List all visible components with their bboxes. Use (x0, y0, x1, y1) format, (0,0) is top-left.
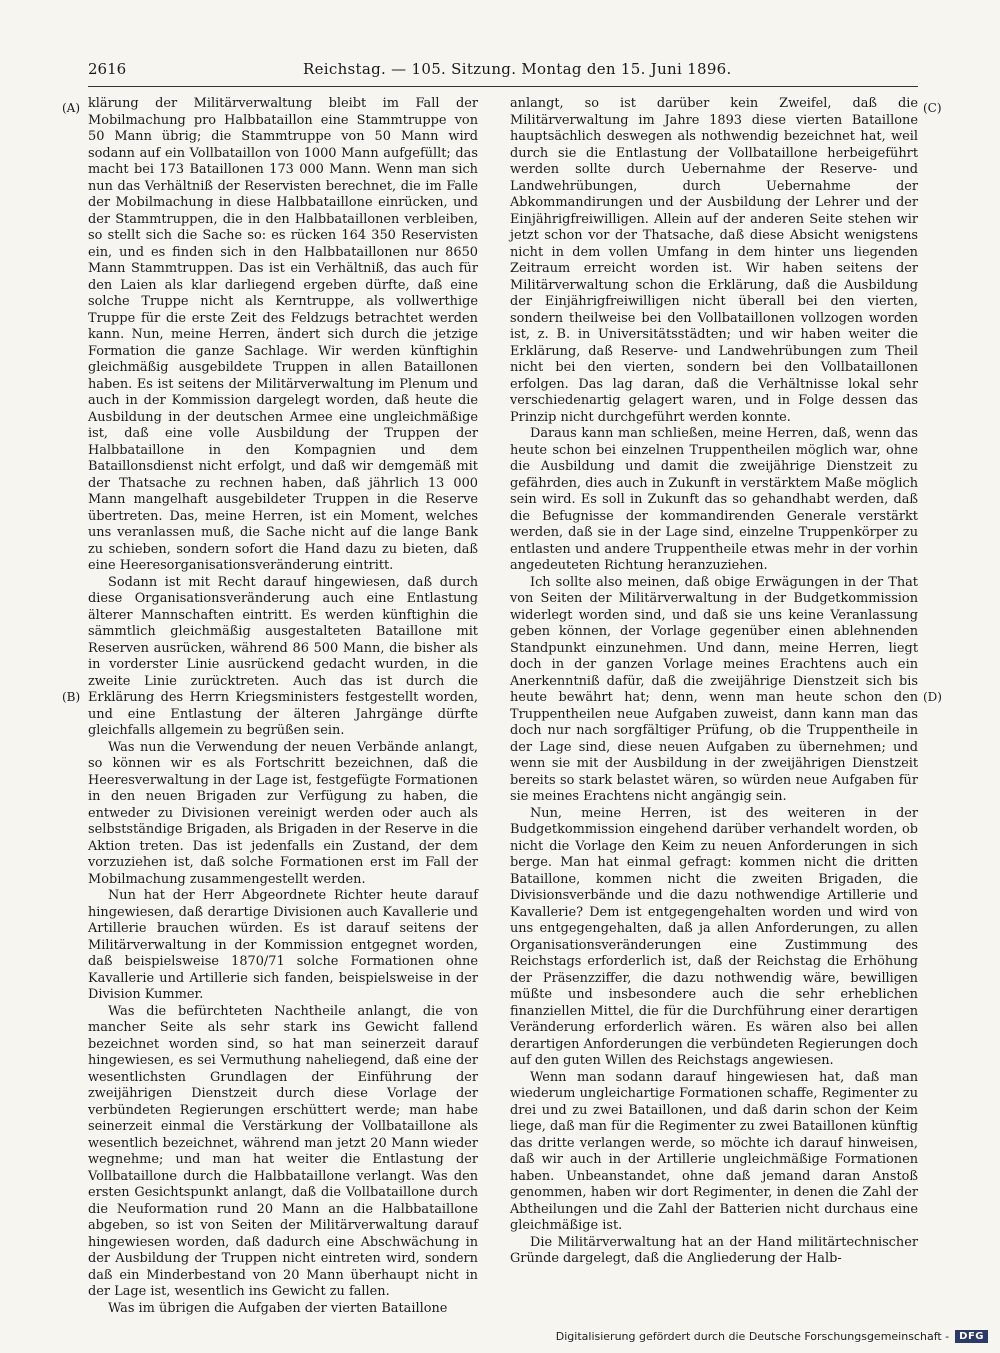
margin-mark-d: (D) (923, 690, 942, 704)
header-rule (88, 86, 918, 87)
page-header (88, 60, 918, 84)
paragraph: Nun, meine Herren, ist des weiteren in der Budgetkommission eingehend darüber verhandelt worden, ob nicht die Vorlage den Keim zu neuen Anforderungen in sich berge. Man hat einmal gefragt: kommen nicht die dritten Bataillone, kommen nicht die zweiten Brigaden, die Divisionsverbände und die dazu nothwendige Artillerie und Kavallerie? Dem ist entgegengehalten worden und wird von uns entgegengehalten, daß ja allen Anforderungen, zu allen Organisationsveränderungen eine Zustimmung des Reichstags erforderlich ist, daß der Reichstag die Erhöhung der Präsenzziffer, die dazu nothwendig wäre, bewilligen müßte und insbesondere auch die sehr erheblichen finanziellen Mittel, die für die Durchführung einer derartigen Veränderung erforderlich wären. Es wären also bei allen derartigen Anforderungen die verbündeten Regierungen doch auf den guten Willen des Reichstags angewiesen. (510, 805, 918, 1068)
margin-mark-b: (B) (62, 690, 81, 704)
right-column (510, 96, 918, 1268)
margin-mark-a: (A) (62, 101, 81, 115)
left-column (88, 96, 478, 1317)
paragraph: Daraus kann man schließen, meine Herren, daß, wenn das heute schon bei einzelnen Truppentheilen möglich war, ohne die Ausbildung und damit die zweijährige Dienstzeit zu gefährden, dies auch in Zukunft in verstärktem Maße möglich sein wird. Es soll in Zukunft das so gehandhabt werden, daß die Befugnisse der kommandirenden Generale verstärkt werden, daß sie in der Lage sind, einzelne Truppenkörper zu entlasten und andere Truppentheile etwas mehr in der vorhin angedeuteten Richtung heranzuziehen. (510, 426, 918, 573)
dfg-logo: DFG (955, 1330, 988, 1343)
paragraph: anlangt, so ist darüber kein Zweifel, daß die Militärverwaltung im Jahre 1893 diese vierten Bataillone hauptsächlich deswegen als nothwendig bezeichnet hat, weil durch sie die Entlastung der Vollbataillone herbeigeführt werden sollte durch Uebernahme der Reserve- und Landwehrübungen, durch Uebernahme der Abkommandirungen und der Ausbildung der Lehrer und der Einjährigfreiwilligen. Allein auf der anderen Seite stehen wir jetzt schon vor der Thatsache, daß diese Absicht wenigstens nicht in dem vollen Umfang in dem hinter uns liegenden Zeitraum erreicht worden ist. Wir haben seitens der Militärverwaltung schon die Erklärung, daß die Ausbildung der Einjährigfreiwilligen nicht überall bei den vierten, sondern theilweise bei den Vollbataillonen vollzogen worden ist, z. B. in Universitätsstädten; und wir haben weiter die Erklärung, daß Reserve- und Landwehrübungen zum Theil nicht bei den vierten, sondern bei den Vollbataillonen erfolgen. Das lag daran, daß die Verhältnisse lokal sehr verschiedenartig gelagert waren, und in Folge dessen das Prinzip nicht durchgeführt werden konnte. (510, 96, 918, 425)
paragraph: Nun hat der Herr Abgeordnete Richter heute darauf hingewiesen, daß derartige Divisionen auch Kavallerie und Artillerie brauchen würden. Es ist darauf seitens der Militärverwaltung in der Kommission entgegnet worden, daß beispielsweise 1870/71 solche Formationen ohne Kavallerie und Artillerie sich fanden, beispielsweise in der Division Kummer. (88, 888, 478, 1002)
running-title: Reichstag. — 105. Sitzung. Montag den 15. Juni 1896. (303, 60, 732, 78)
paragraph: klärung der Militärverwaltung bleibt im Fall der Mobilmachung pro Halbbataillon eine Stammtruppe von 50 Mann übrig; die Stammtruppe von 50 Mann wird sodann auf ein Vollbataillon von 1000 Mann aufgefüllt; das macht bei 173 Bataillonen 173 000 Mann. Wenn man sich nun das Verhältniß der Reservisten berechnet, die im Falle der Mobilmachung in diese Halbbataillone einrücken, und der Stammtruppen, die in den Halbbataillonen verbleiben, so stellt sich die Sache so: es rücken 164 350 Reservisten ein, und es finden sich in den Halbbataillonen nur 8650 Mann Stammtruppen. Das ist ein Verhältniß, das auch für den Laien als klar darliegend ergeben dürfte, daß eine solche Truppe nicht als Kerntruppe, als vollwerthige Truppe für die erste Zeit des Feldzugs betrachtet werden kann. Nun, meine Herren, ändert sich durch die jetzige Formation die ganze Sachlage. Wir werden künftighin gleichmäßig ausgebildete Truppen in allen Bataillonen haben. Es ist seitens der Militärverwaltung im Plenum und auch in der Kommission dargelegt worden, daß heute die Ausbildung in der deutschen Armee eine ungleichmäßige ist, daß eine volle Ausbildung der Truppen der Halbbataillone in den Kompagnien und dem Bataillonsdienst nicht erfolgt, und daß wir demgemäß mit der Thatsache zu rechnen haben, daß jährlich 13 000 Mann mangelhaft ausgebildeter Truppen in die Reserve übertreten. Das, meine Herren, ist ein Moment, welches uns veranlassen muß, die Sache nicht auf die lange Bank zu schieben, sondern sofort die Hand dazu zu bieten, daß eine Heeresorganisationsveränderung eintritt. (88, 96, 478, 573)
paragraph: Ich sollte also meinen, daß obige Erwägungen in der That von Seiten der Militärverwaltung in der Budgetkommission widerlegt worden sind, und daß sie uns keine Veranlassung geben können, der Vorlage gegenüber einen ablehnenden Standpunkt einzunehmen. Und dann, meine Herren, liegt doch in der ganzen Vorlage meines Erachtens auch ein Anerkenntniß dafür, daß die zweijährige Dienstzeit sich bis heute bewährt hat; denn, wenn man heute schon den Truppentheilen neue Aufgaben zuweist, dann kann man das doch nur nach sorgfältiger Prüfung, ob die Truppentheile in der Lage sind, diese neuen Aufgaben zu übernehmen; und wenn sie mit der Ausbildung in der zweijährigen Dienstzeit bereits so stark belastet wären, so würden neue Aufgaben für sie meines Erachtens nicht angängig sein. (510, 574, 918, 804)
paragraph: Sodann ist mit Recht darauf hingewiesen, daß durch diese Organisationsveränderung auch eine Entlastung älterer Mannschaften eintritt. Es werden künftighin die sämmtlich gleichmäßig ausgestalteten Bataillone mit Reserven ausrücken, während 86 500 Mann, die bisher als in vorderster Linie ausrückend gedacht wurden, in die zweite Linie zurücktreten. Auch das ist durch die Erklärung des Herrn Kriegsministers festgestellt worden, und eine Entlastung der älteren Jahrgänge dürfte gleichfalls allgemein zu begrüßen sein. (88, 574, 478, 738)
paragraph: Was nun die Verwendung der neuen Verbände anlangt, so können wir es als Fortschritt bezeichnen, daß die Heeresverwaltung in der Lage ist, festgefügte Formationen in den neuen Brigaden zur Verfügung zu haben, die entweder zu Divisionen vereinigt werden oder auch als selbstständige Brigaden, als Brigaden in der Reserve in die Aktion treten. Das ist jedenfalls ein Zustand, der dem vorzuziehen ist, daß solche Formationen erst im Fall der Mobilmachung zusammengestellt werden. (88, 739, 478, 887)
margin-mark-c: (C) (923, 101, 942, 115)
paragraph: Was im übrigen die Aufgaben der vierten Bataillone (108, 1300, 448, 1316)
page-number: 2616 (88, 60, 127, 78)
footer-credit (556, 1330, 988, 1343)
paragraph: Was die befürchteten Nachtheile anlangt, die von mancher Seite als sehr stark ins Gewicht fallend bezeichnet worden sind, so hat man seinerzeit darauf hingewiesen, es sei Vermuthung naheliegend, daß eine der wesentlichsten Grundlagen der Einführung der zweijährigen Dienstzeit durch diese Vorlage der verbündeten Regierungen erschüttert werde; man habe seinerzeit einmal die Verstärkung der Vollbataillone als wesentlich bezeichnet, während man jetzt 20 Mann wieder wegnehme; und man hat weiter die Entlastung der Vollbataillone durch die Halbbataillone verlangt. Was den ersten Gesichtspunkt anlangt, daß die Vollbataillone durch die Neuformation rund 20 Mann an die Halbbataillone abgeben, so ist von Seiten der Militärverwaltung darauf hingewiesen worden, daß dadurch eine Abschwächung in der Ausbildung der Truppen nicht eintreten wird, sondern daß ein Minderbestand von 20 Mann überhaupt nicht in der Lage ist, wesentlich ins Gewicht zu fallen. (88, 1003, 478, 1299)
footer-text: Digitalisierung gefördert durch die Deutsche Forschungsgemeinschaft - (555, 1330, 950, 1343)
paragraph: Die Militärverwaltung hat an der Hand militärtechnischer Gründe dargelegt, daß die Angliederung der Halb- (510, 1234, 918, 1266)
paragraph: Wenn man sodann darauf hingewiesen hat, daß man wiederum ungleichartige Formationen schaffe, Regimenter zu drei und zu zwei Bataillonen, und daß darin schon der Keim liege, daß man für die Regimenter zu zwei Bataillonen künftig das dritte verlangen werde, so möchte ich darauf hinweisen, daß wir auch in der Artillerie ungleichmäßige Formationen haben. Unbeanstandet, ohne daß jemand daran Anstoß genommen, haben wir dort Regimenter, in denen die Zahl der Abtheilungen und die Zahl der Batterien nicht durchaus eine gleichmäßige ist. (510, 1069, 918, 1233)
